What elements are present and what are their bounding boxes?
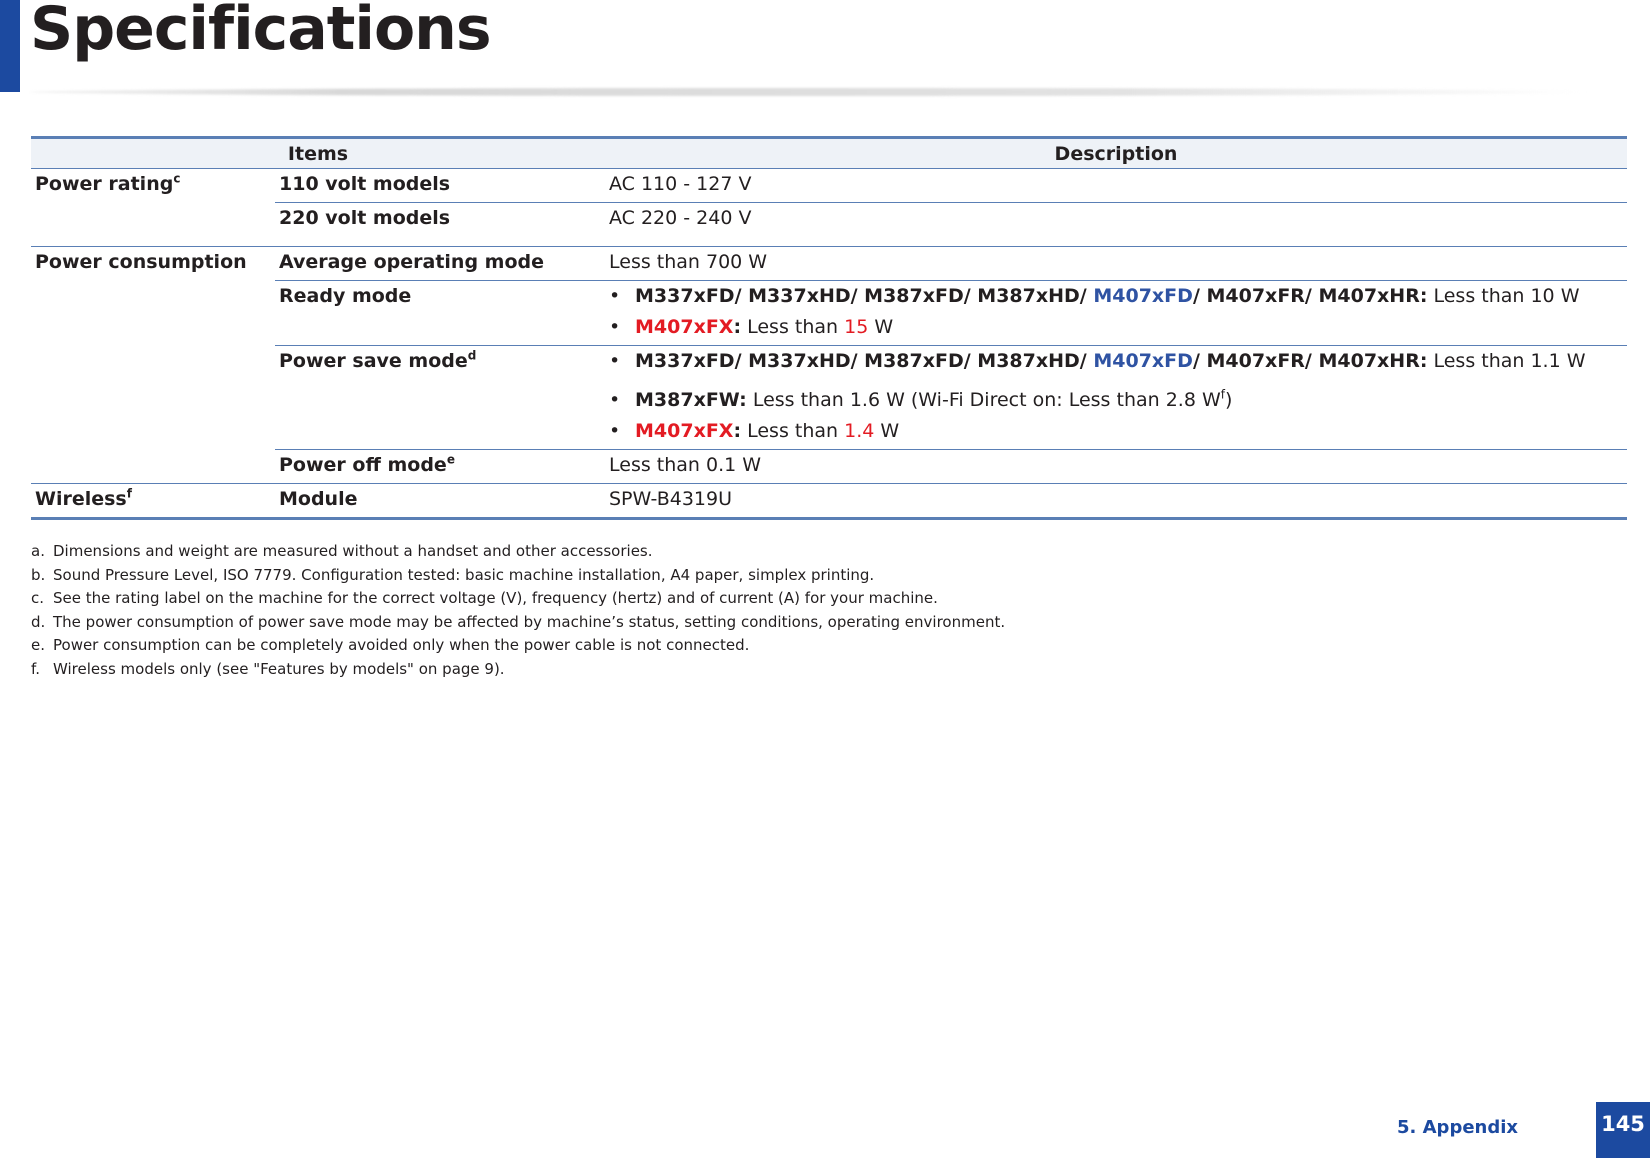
item-ready-mode: Ready mode — [275, 281, 605, 346]
table-row — [31, 484, 1627, 519]
table-row — [31, 169, 1627, 203]
title-underline — [30, 88, 1590, 96]
wireless-label: Wireless$^f$ — [31, 484, 275, 519]
item-power-save-mode: Power save mode$^d$ — [275, 346, 605, 450]
list-item: • M407xFX: Less than 15 W — [609, 316, 894, 338]
footnote-f: f. Wireless models only (see "Features by models" on page 9). — [31, 659, 505, 678]
item-power-off-mode: Power off mode$^e$ — [275, 450, 605, 484]
value-module: SPW-B4319U — [605, 484, 1627, 519]
footnote-a: a. Dimensions and weight are measured without a handset and other accessories. — [31, 542, 653, 560]
specifications-table — [31, 136, 1627, 520]
table-row — [31, 247, 1627, 281]
item-110v: 110 volt models — [275, 169, 605, 203]
value-power-off-mode: Less than 0.1 W — [605, 450, 1627, 484]
power-consumption-label: Power consumption — [31, 247, 275, 484]
table-header-row — [31, 138, 1627, 169]
page-title: Specifications — [30, 0, 491, 64]
list-item: • M337xFD/ M337xHD/ M387xFD/ M387xHD/ M407xFD/ M407xFR/ M407xHR: Less than 1.1 W — [609, 350, 1586, 372]
value-220v: AC 220 - 240 V — [605, 203, 1627, 247]
power-rating-label: Power rating$^c$ — [31, 169, 275, 247]
list-item: • M407xFX: Less than 1.4 W — [609, 420, 900, 442]
page-number: 145 — [1596, 1102, 1650, 1158]
header-accent-bar — [0, 0, 20, 92]
value-110v: AC 110 - 127 V — [605, 169, 1627, 203]
footnote-c: c. See the rating label on the machine for the correct voltage (V), frequency (hertz) and of current (A) for your machine. — [31, 589, 938, 607]
header-items: Items — [31, 138, 605, 169]
value-average-mode: Less than 700 W — [605, 247, 1627, 281]
item-average-mode: Average operating mode — [275, 247, 605, 281]
item-module: Module — [275, 484, 605, 519]
footnote-d: d. The power consumption of power save mode may be affected by machine’s status, setting conditions, operating environment. — [31, 612, 1006, 631]
footnote-b: b. Sound Pressure Level, ISO 7779. Configuration tested: basic machine installation, A4 paper, simplex printing. — [31, 565, 875, 584]
header-description: Description — [605, 138, 1627, 169]
footnotes — [31, 540, 1005, 681]
list-item: • M337xFD/ M337xHD/ M387xFD/ M387xHD/ M407xFD/ M407xFR/ M407xHR: Less than 10 W — [609, 285, 1580, 307]
section-label: 5. Appendix — [1397, 1117, 1519, 1138]
value-power-save-mode — [605, 346, 1627, 450]
item-220v: 220 volt models — [275, 203, 605, 247]
value-ready-mode — [605, 281, 1627, 346]
footnote-e: e. Power consumption can be completely avoided only when the power cable is not connected. — [31, 636, 750, 654]
list-item: • M387xFW: Less than 1.6 W (Wi-Fi Direct on: Less than 2.8 $W^f$) — [609, 387, 1233, 411]
